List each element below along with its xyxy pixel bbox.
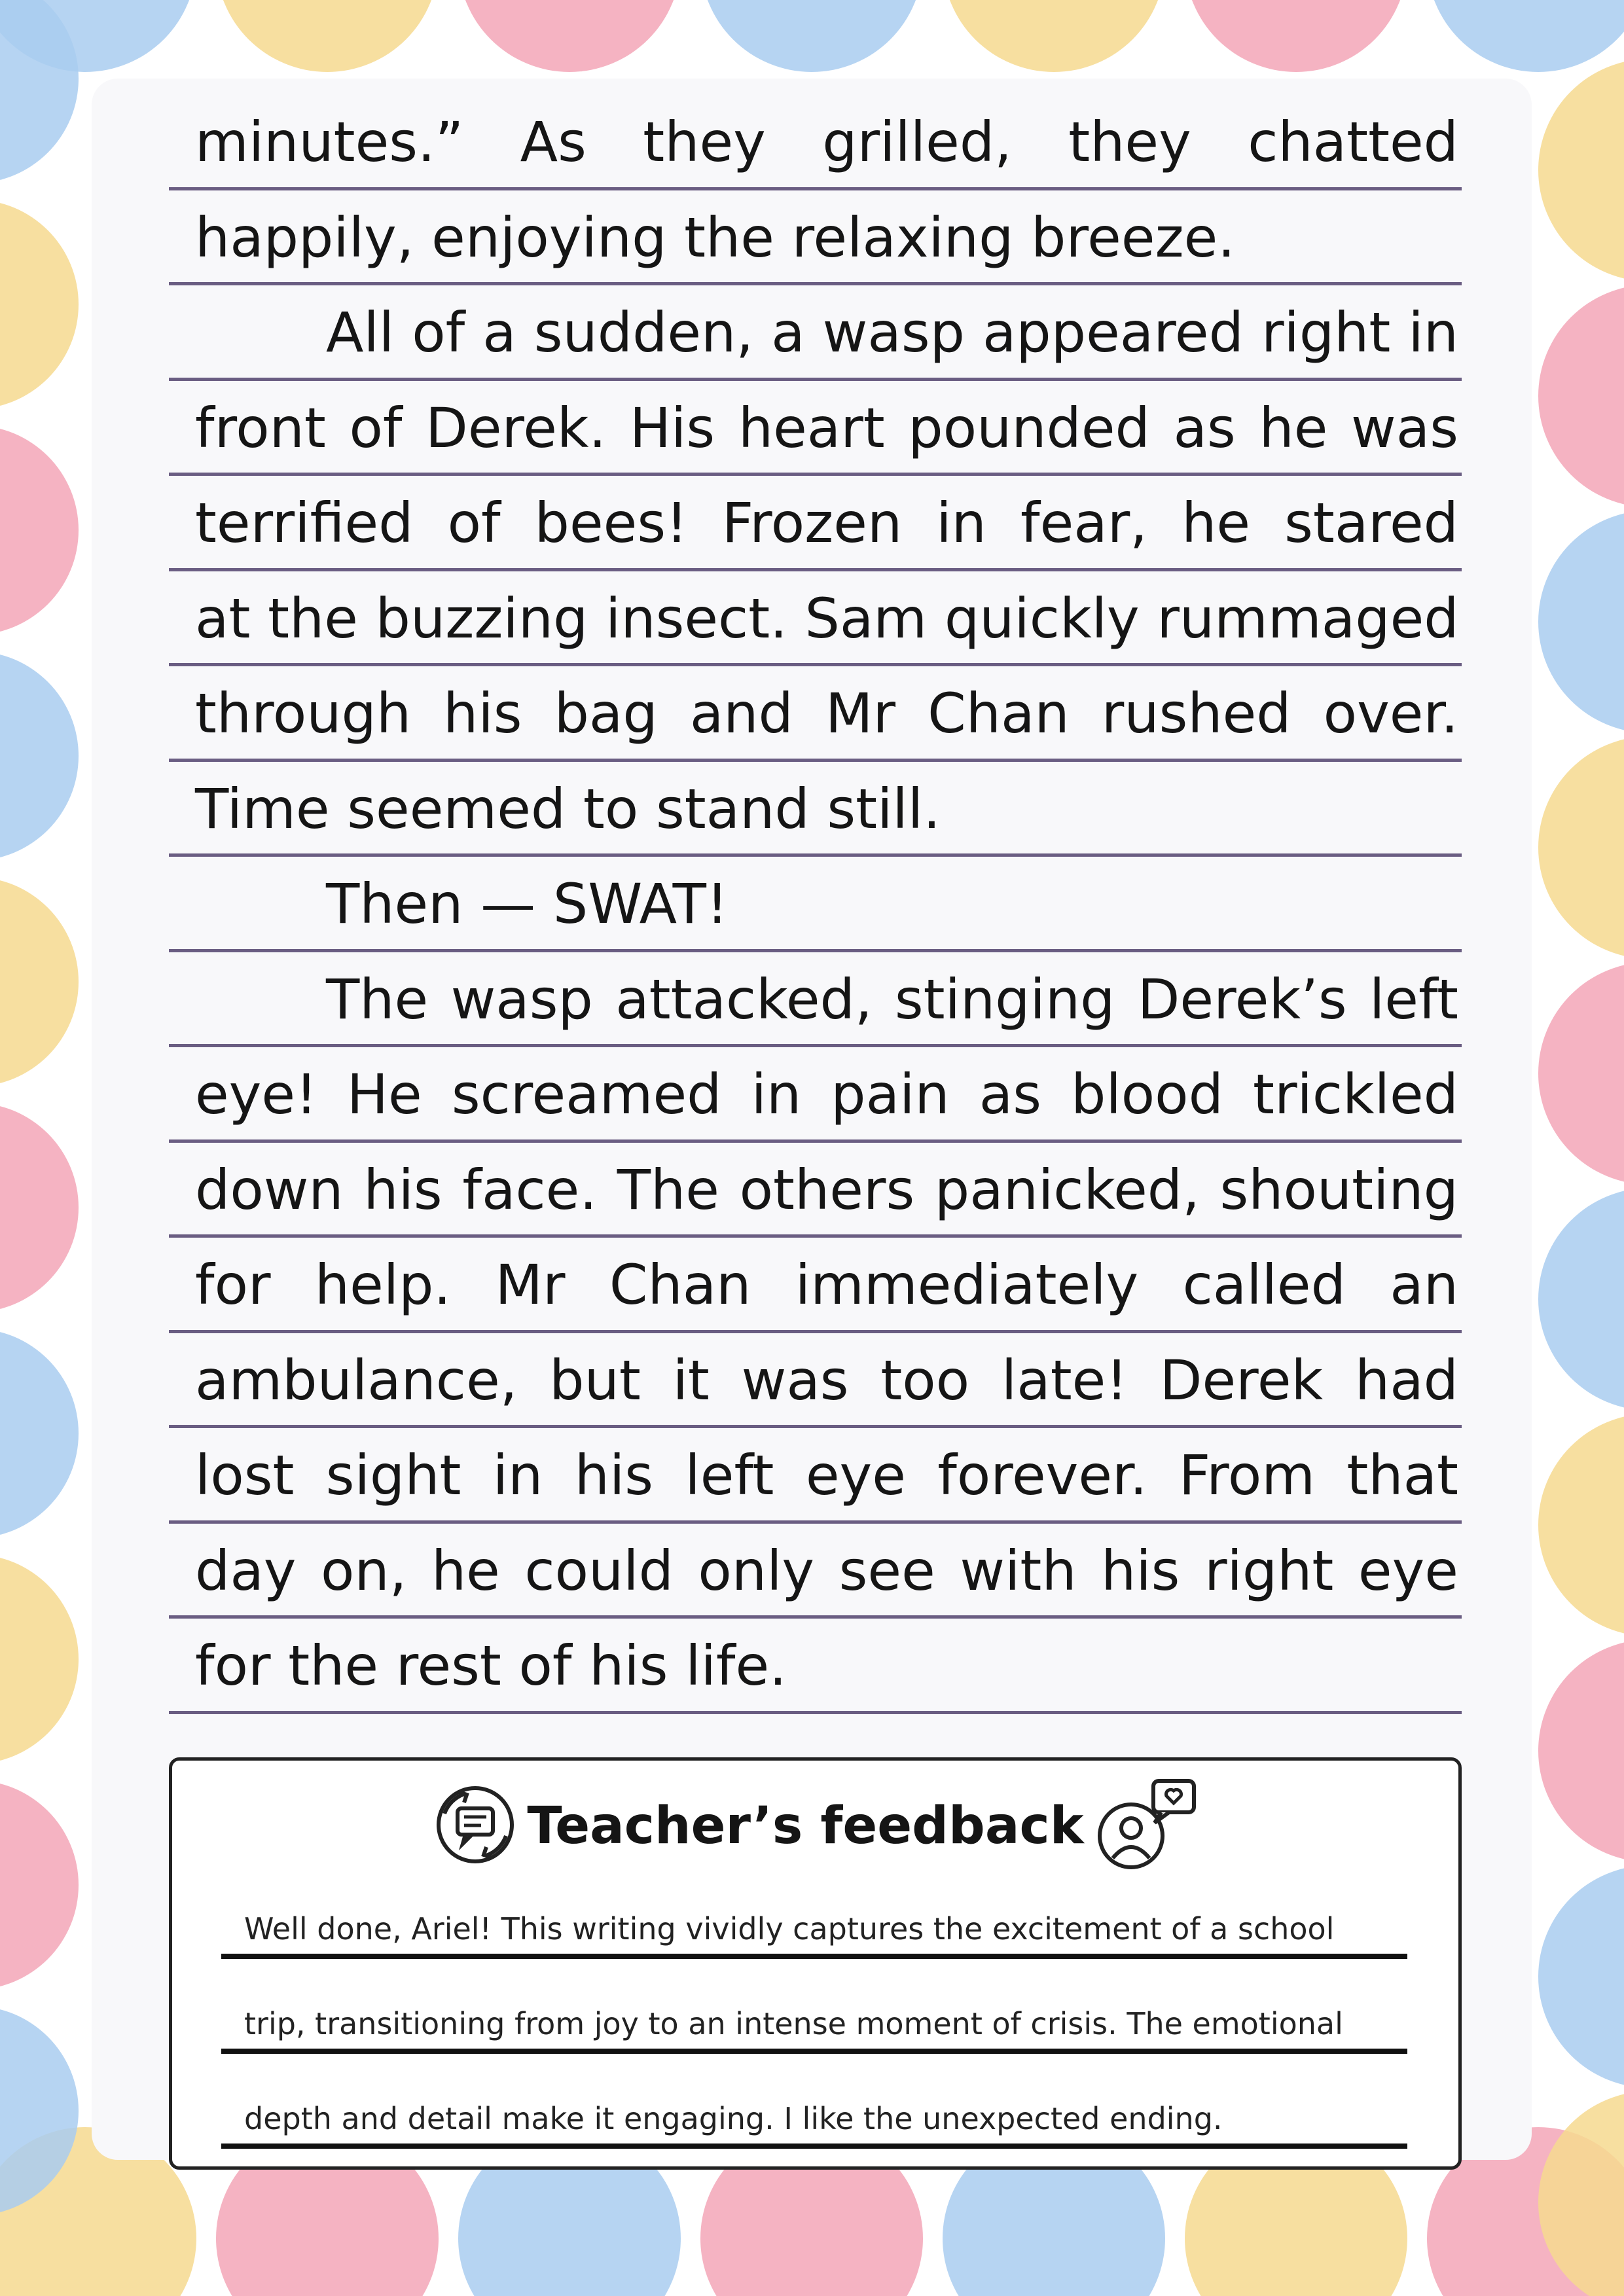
decorative-dot [1538, 1865, 1624, 2088]
story-line: day on, he could only see with his right eye [169, 1524, 1462, 1619]
story-line: at the buzzing insect. Sam quickly rummaged [169, 571, 1462, 667]
decorative-dot [216, 0, 439, 72]
story-line: eye! He screamed in pain as blood trickled [169, 1047, 1462, 1143]
decorative-dot [700, 0, 923, 72]
story-line: minutes.” As they grilled, they chatted [169, 95, 1462, 190]
story-line: lost sight in his left eye forever. From that [169, 1428, 1462, 1524]
decorative-dot [0, 200, 79, 409]
feedback-rule [221, 1954, 1407, 1959]
story-text [169, 95, 1462, 1714]
story-line: happily, enjoying the relaxing breeze. [169, 190, 1462, 286]
decorative-dot [943, 0, 1165, 72]
feedback-rule [221, 2049, 1407, 2054]
story-line: The wasp attacked, stinging Derek’s left [169, 952, 1462, 1048]
teacher-feedback-box [169, 1757, 1462, 2170]
decorative-dot [1538, 962, 1624, 1185]
decorative-dot [0, 877, 79, 1086]
story-line: front of Derek. His heart pounded as he was [169, 381, 1462, 476]
decorative-dot [1185, 0, 1407, 72]
feedback-rule [221, 2144, 1407, 2149]
feedback-line-1: Well done, Ariel! This writing vividly captures the excitement of a school [244, 1911, 1335, 1946]
chat-bubble-icon [433, 1782, 518, 1870]
story-line: Time seemed to stand still. [169, 762, 1462, 857]
person-heart-icon [1093, 1776, 1198, 1876]
feedback-header [172, 1774, 1458, 1878]
story-line: for help. Mr Chan immediately called an [169, 1238, 1462, 1333]
story-line: down his face. The others panicked, shouting [169, 1143, 1462, 1238]
decorative-dot [0, 1329, 79, 1538]
decorative-dot [1538, 1414, 1624, 1636]
decorative-dot [0, 425, 79, 635]
decorative-dot [1538, 1640, 1624, 1862]
decorative-dot [458, 0, 681, 72]
feedback-line-2: trip, transitioning from joy to an intense moment of crisis. The emotional [244, 2006, 1343, 2041]
decorative-dot [1538, 1188, 1624, 1410]
decorative-dot [1538, 285, 1624, 507]
decorative-dot [1538, 736, 1624, 959]
decorative-dot [1427, 0, 1624, 72]
story-line: ambulance, but it was too late! Derek had [169, 1333, 1462, 1429]
decorative-dot [1538, 511, 1624, 733]
story-line: All of a sudden, a wasp appeared right in [169, 285, 1462, 381]
story-line: through his bag and Mr Chan rushed over. [169, 666, 1462, 762]
story-line: Then — SWAT! [169, 857, 1462, 952]
story-line: for the rest of his life. [169, 1619, 1462, 1714]
decorative-dot [1538, 59, 1624, 281]
decorative-dot [0, 651, 79, 861]
decorative-dot [0, 1103, 79, 1312]
decorative-dot [0, 1554, 79, 1764]
feedback-line-3: depth and detail make it engaging. I like the unexpected ending. [244, 2101, 1223, 2136]
story-line: terrified of bees! Frozen in fear, he stared [169, 476, 1462, 571]
feedback-title: Teacher’s feedback [527, 1797, 1084, 1856]
decorative-dot [0, 1780, 79, 1990]
